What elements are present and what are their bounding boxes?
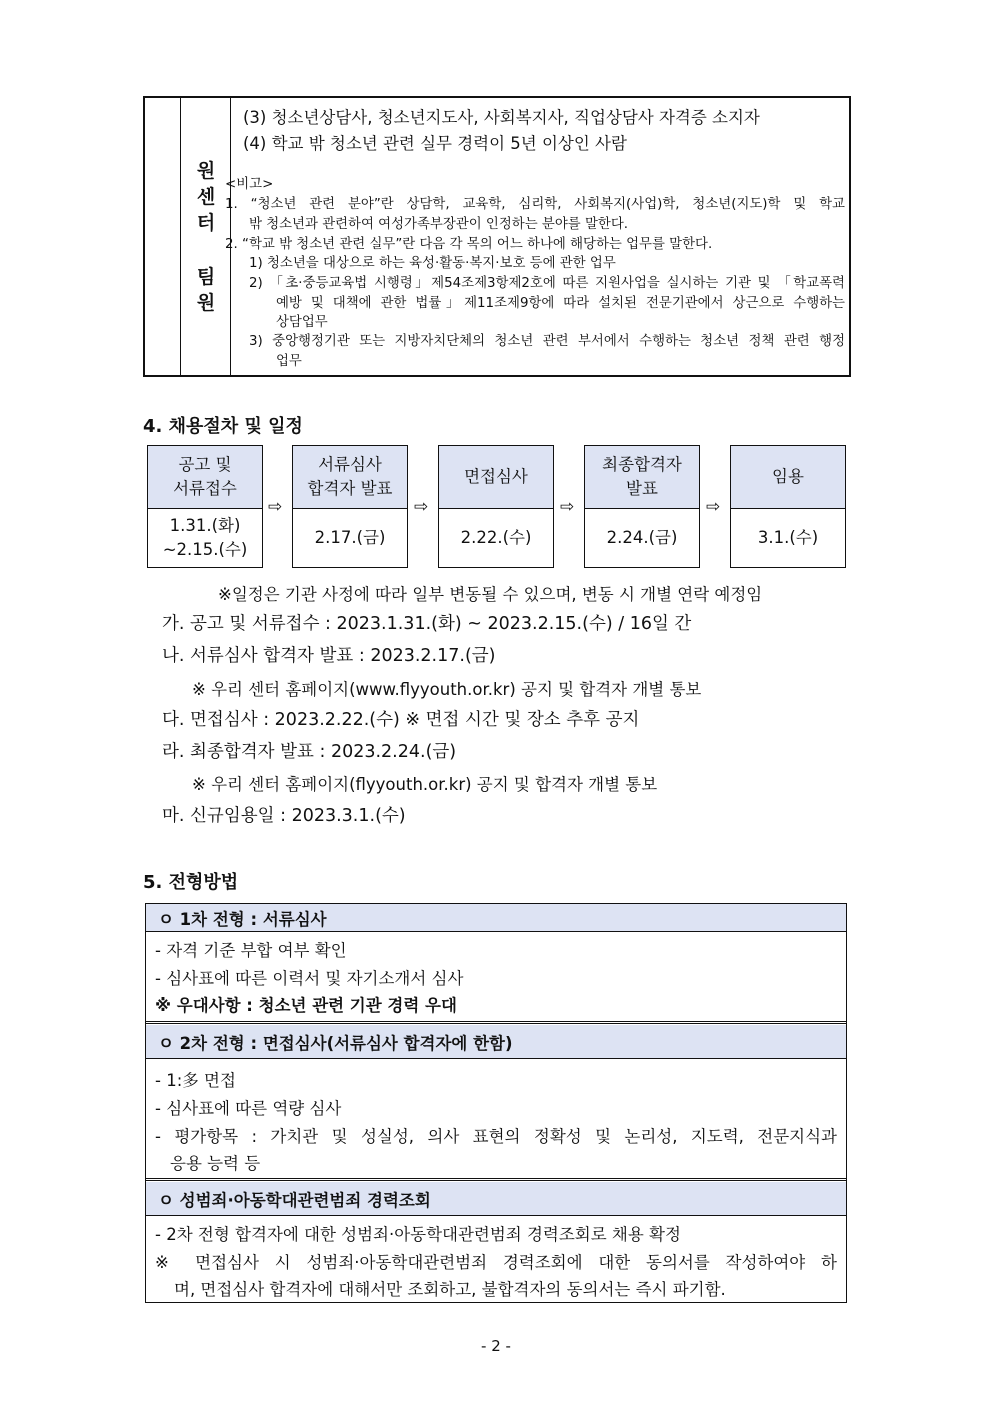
stage-2-eval-b: 응용 능력 등 — [170, 1154, 261, 1173]
page-number: - 2 - — [481, 1337, 511, 1355]
section-5-title: 5. 전형방법 — [143, 872, 239, 893]
schedule-item-da: 다. 면접심사 : 2023.2.22.(수) ※ 면접 시간 및 장소 추후 공지 — [162, 710, 640, 730]
stage-1-line-1: - 자격 기준 부합 여부 확인 — [155, 941, 347, 960]
schedule-notice: ※일정은 기관 사정에 따라 일부 변동될 수 있으며, 변동 시 개별 연락 예정임 — [218, 585, 763, 604]
team-member-label-cell — [181, 98, 231, 375]
step-date: 2.17.(금) — [314, 528, 386, 547]
step-date: 2.24.(금) — [606, 528, 678, 547]
step-date: 2.22.(수) — [460, 528, 532, 547]
remark-2-3a: 3) 중앙행정기관 또는 지방자치단체의 청소년 관련 부서에서 수행하는 청소년 정책 관련 행정 — [249, 334, 845, 349]
stage-2-line-1: - 1:多 면접 — [155, 1071, 236, 1090]
label-center-char-3: 터 — [196, 212, 216, 234]
step-label: 공고 및 서류접수 — [148, 446, 262, 509]
label-center-char-1: 원 — [196, 160, 216, 182]
label-team-char-1: 팀 — [196, 266, 216, 288]
process-step-2 — [292, 445, 408, 568]
stage-2-eval-a: - 평가항목 : 가치관 및 성실성, 의사 표현의 정확성 및 논리성, 지도력, 전문지식과 — [155, 1127, 837, 1146]
divider — [146, 1021, 846, 1024]
section-4-title: 4. 채용절차 및 일정 — [143, 416, 303, 437]
remark-2-2a: 2) 「초·중등교육법 시행령」제54조제3항제2호에 따른 지원사업을 실시하는 기관 및 「학교폭력 — [249, 276, 845, 291]
process-step-1 — [147, 445, 263, 568]
stage-1-header: ㅇ 1차 전형 : 서류심사 — [146, 904, 846, 932]
stage-2-header: ㅇ 2차 전형 : 면접심사(서류심사 합격자에 한함) — [146, 1025, 846, 1059]
step-label: 면접심사 — [439, 446, 553, 509]
label-center-char-2: 센 — [196, 186, 216, 208]
process-step-5 — [730, 445, 846, 568]
process-step-3 — [438, 445, 554, 568]
arrow-right-icon: ⇨ — [706, 497, 721, 517]
schedule-item-ra: 라. 최종합격자 발표 : 2023.2.24.(금) — [162, 742, 457, 762]
schedule-item-na-note: ※ 우리 센터 홈페이지(www.flyyouth.or.kr) 공지 및 합격자 개별 통보 — [192, 680, 702, 699]
remark-2-2b: 예방 및 대책에 관한 법률」제11조제9항에 따라 설치된 전문기관에서 상근으로 수행하는 — [276, 296, 845, 311]
schedule-item-na: 나. 서류심사 합격자 발표 : 2023.2.17.(금) — [162, 646, 496, 666]
stage-3-line: - 2차 전형 합격자에 대한 성범죄·아동학대관련범죄 경력조회로 채용 확정 — [155, 1225, 681, 1244]
label-team-char-2: 원 — [196, 292, 216, 314]
step-date: 3.1.(수) — [757, 528, 819, 547]
step-label: 서류심사 합격자 발표 — [293, 446, 407, 509]
arrow-right-icon: ⇨ — [414, 497, 429, 517]
remark-title: <비고> — [225, 177, 274, 192]
schedule-item-ma: 마. 신규임용일 : 2023.3.1.(수) — [162, 806, 406, 826]
remark-2-3b: 업무 — [276, 354, 302, 369]
remark-2-1: 1) 청소년을 대상으로 하는 육성·활동·복지·보호 등에 관한 업무 — [249, 256, 616, 271]
stage-1-line-2: - 심사표에 따른 이력서 및 자기소개서 심사 — [155, 969, 464, 988]
table-left-column — [145, 98, 181, 375]
selection-method-table — [145, 903, 847, 1303]
stage-3-note-b: 며, 면접심사 합격자에 대해서만 조회하고, 불합격자의 동의서는 즉시 파기함. — [174, 1280, 726, 1299]
remark-1a: 1. “청소년 관련 분야”란 상담학, 교육학, 심리학, 사회복지(사업)학, 청소년(지도)학 및 학교 — [225, 197, 845, 212]
arrow-right-icon: ⇨ — [268, 497, 283, 517]
stage-1-preference: ※ 우대사항 : 청소년 관련 기관 경력 우대 — [155, 996, 457, 1015]
divider — [146, 1178, 846, 1181]
stage-3-header: ㅇ 성범죄·아동학대관련범죄 경력조회 — [146, 1182, 846, 1216]
stage-2-line-2: - 심사표에 따른 역량 심사 — [155, 1099, 342, 1118]
stage-3-note-a: ※ 면접심사 시 성범죄·아동학대관련범죄 경력조회에 대한 동의서를 작성하여야 하 — [155, 1253, 837, 1272]
qualification-item-4: (4) 학교 밖 청소년 관련 실무 경력이 5년 이상인 사람 — [243, 134, 627, 153]
qualification-table — [143, 96, 851, 377]
remark-2-2c: 상담업무 — [276, 315, 328, 330]
step-label: 임용 — [731, 446, 845, 509]
remark-1b: 밖 청소년과 관련하여 여성가족부장관이 인정하는 분야를 말한다. — [249, 217, 629, 232]
step-label: 최종합격자 발표 — [585, 446, 699, 509]
arrow-right-icon: ⇨ — [560, 497, 575, 517]
step-date: 1.31.(화) ~2.15.(수) — [162, 516, 248, 559]
schedule-item-ra-note: ※ 우리 센터 홈페이지(flyyouth.or.kr) 공지 및 합격자 개별 통보 — [192, 775, 658, 794]
qualification-item-3: (3) 청소년상담사, 청소년지도사, 사회복지사, 직업상담사 자격증 소지자 — [243, 108, 760, 127]
remark-2: 2. “학교 밖 청소년 관련 실무”란 다음 각 목의 어느 하나에 해당하는 업무를 말한다. — [225, 237, 713, 252]
process-step-4 — [584, 445, 700, 568]
schedule-item-ga: 가. 공고 및 서류접수 : 2023.1.31.(화) ~ 2023.2.15.(수) / 16일 간 — [162, 614, 692, 634]
